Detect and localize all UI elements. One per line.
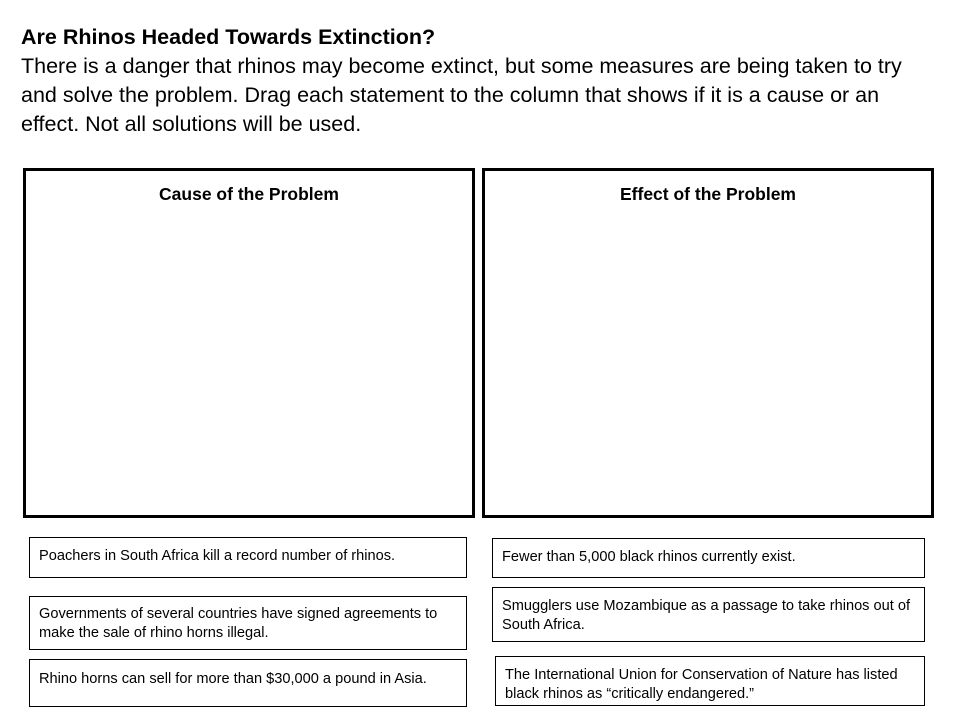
statement-card-poachers[interactable]: Poachers in South Africa kill a record number of rhinos. (29, 537, 467, 578)
page-title: Are Rhinos Headed Towards Extinction? (21, 25, 436, 49)
instructions-text: There is a danger that rhinos may become extinct, but some measures are being taken to try and solve the problem. Drag each statement to the column that shows if it is a cause or an effect. Not all solutions will be used. (21, 54, 902, 136)
instructions (21, 23, 941, 139)
statement-card-iucn[interactable]: The International Union for Conservation of Nature has listed black rhinos as “critically endangered.” (495, 656, 925, 706)
statement-card-population[interactable]: Fewer than 5,000 black rhinos currently exist. (492, 538, 925, 578)
effect-column-header: Effect of the Problem (620, 184, 796, 204)
effect-drop-zone[interactable] (482, 168, 934, 518)
cause-column-header: Cause of the Problem (159, 184, 339, 204)
statement-card-governments[interactable]: Governments of several countries have signed agreements to make the sale of rhino horns illegal. (29, 596, 467, 650)
cause-drop-zone[interactable] (23, 168, 475, 518)
statement-card-horn-price[interactable]: Rhino horns can sell for more than $30,000 a pound in Asia. (29, 659, 467, 707)
statement-card-smugglers[interactable]: Smugglers use Mozambique as a passage to take rhinos out of South Africa. (492, 587, 925, 642)
